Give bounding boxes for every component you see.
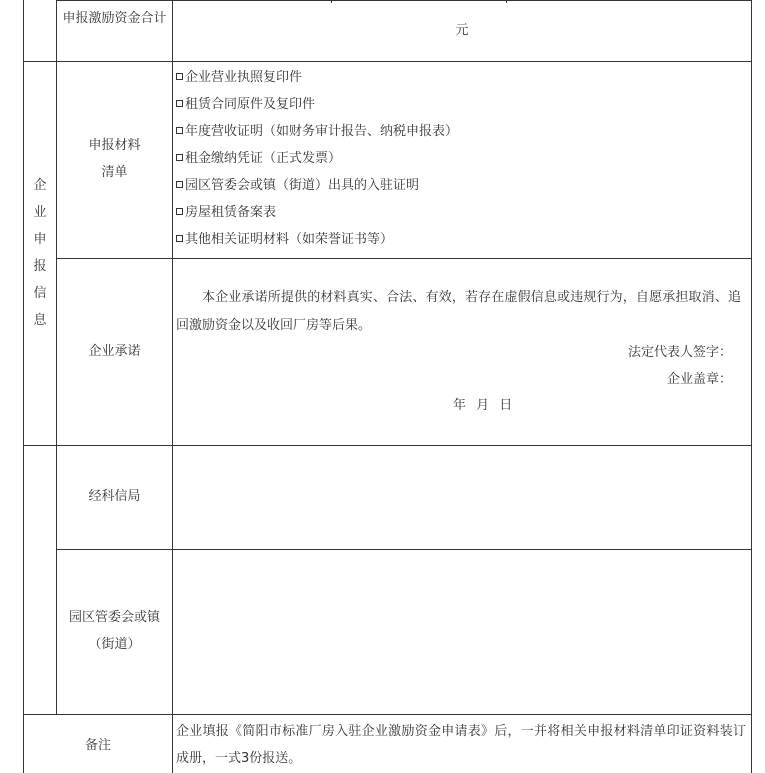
- date-label: 年 月 日: [453, 398, 513, 413]
- section-label-char: 信: [33, 286, 47, 301]
- checkbox-icon[interactable]: [176, 127, 183, 134]
- grid-line: [23, 61, 751, 62]
- total-label: 申报激励资金合计: [62, 11, 167, 26]
- grid-line: [57, 0, 751, 1]
- grid-line: [23, 445, 751, 446]
- checkbox-icon[interactable]: [176, 73, 183, 80]
- grid-line: [23, 0, 24, 773]
- section-label-char: 业: [33, 205, 47, 220]
- seal-label: 企业盖章：: [666, 372, 732, 387]
- pledge-text: 本企业承诺所提供的材料真实、合法、有效，若存在虚假信息或违规行为，自愿承担取消、追回激励资金以及收回厂房等后果。: [176, 290, 741, 333]
- section-label-char: 申: [33, 232, 47, 247]
- checkbox-icon[interactable]: [176, 208, 183, 215]
- remarks-label: 备注: [84, 738, 111, 753]
- pledge-label: 企业承诺: [88, 344, 141, 359]
- material-item: 其他相关证明材料（如荣誉证书等）: [176, 226, 746, 253]
- bureau-label: 经科信局: [88, 489, 141, 504]
- park-label-line1: 园区管委会或镇: [68, 610, 160, 625]
- checkbox-icon[interactable]: [176, 181, 183, 188]
- park-label: [57, 604, 172, 658]
- grid-line: [57, 258, 751, 259]
- park-label-line2: （街道）: [88, 637, 141, 652]
- remarks-text: 企业填报《简阳市标准厂房入驻企业激励资金申请表》后，一并将相关申报材料清单印证资料装订成册，一式3份报送。: [176, 724, 746, 766]
- grid-line: [506, 0, 507, 3]
- materials-label-line1: 申报材料: [88, 138, 141, 153]
- grid-line: [23, 714, 751, 715]
- material-item: 租赁合同原件及复印件: [176, 91, 746, 118]
- total-unit: 元: [455, 23, 469, 38]
- material-item: 租金缴纳凭证（正式发票）: [176, 145, 746, 172]
- section-label-char: 企: [33, 178, 47, 193]
- grid-line: [172, 0, 173, 773]
- section-label-char: 报: [33, 259, 47, 274]
- material-item: 年度营收证明（如财务审计报告、纳税申报表）: [176, 118, 746, 145]
- checkbox-icon[interactable]: [176, 235, 183, 242]
- material-item: 企业营业执照复印件: [176, 64, 746, 91]
- materials-checklist: [176, 64, 746, 253]
- material-item: 房屋租赁备案表: [176, 199, 746, 226]
- checkbox-icon[interactable]: [176, 154, 183, 161]
- section-label-char: 息: [33, 313, 47, 328]
- checkbox-icon[interactable]: [176, 100, 183, 107]
- grid-line: [57, 549, 751, 550]
- grid-line: [331, 0, 332, 3]
- material-item: 园区管委会或镇（街道）出具的入驻证明: [176, 172, 746, 199]
- signature-label: 法定代表人签字：: [627, 345, 732, 360]
- materials-label-line2: 清单: [101, 165, 128, 180]
- materials-label: [57, 132, 172, 186]
- grid-line: [751, 0, 752, 773]
- enterprise-info-section-label: [24, 172, 56, 334]
